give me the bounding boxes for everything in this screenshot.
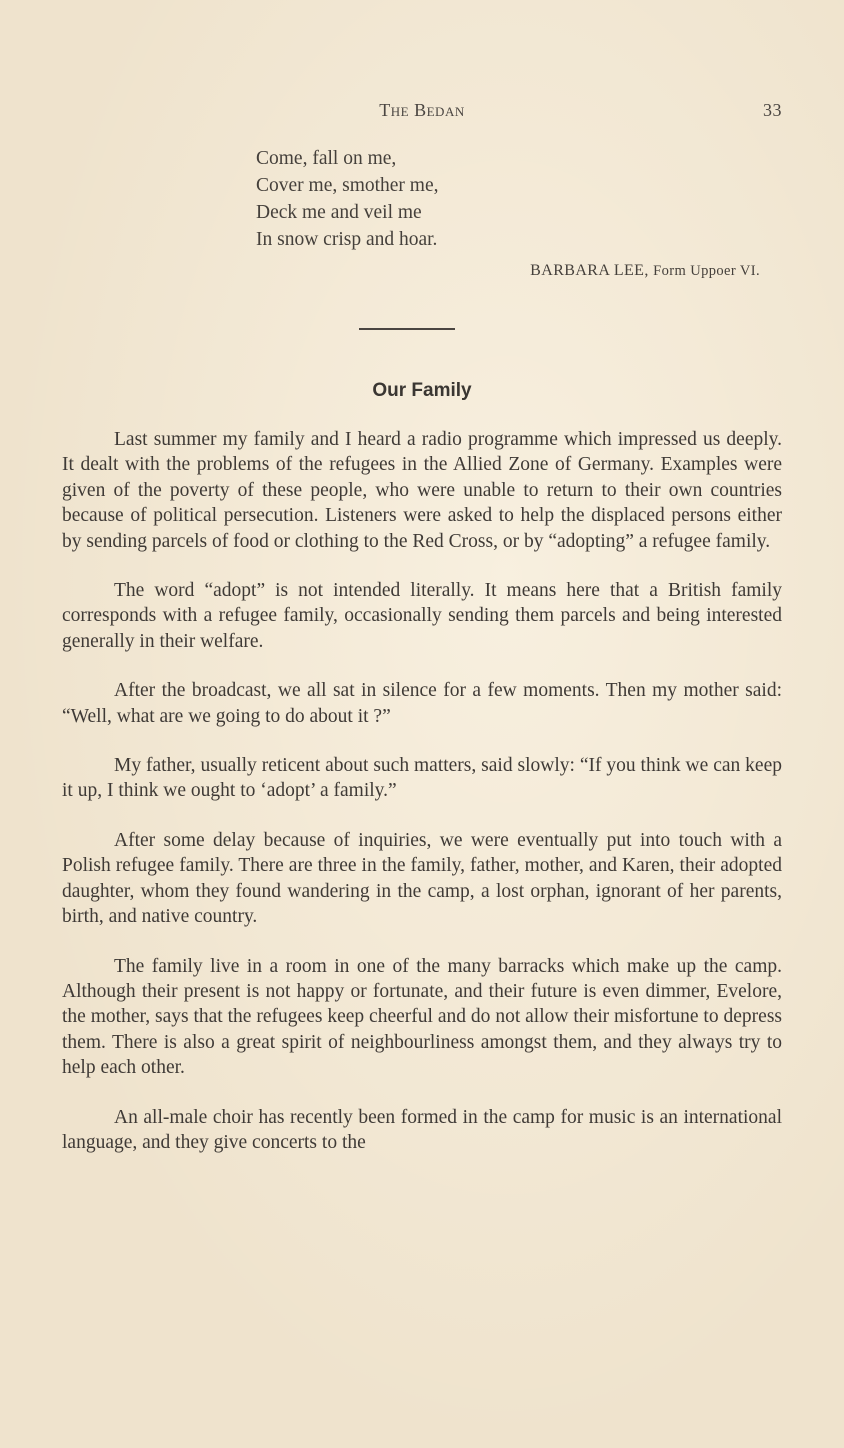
poem-line: Cover me, smother me, <box>256 175 439 196</box>
paragraph: The word “adopt” is not intended literally. It means here that a British family corresponds with a refugee family, occasionally sending them parcels and being interested generally in their welfare. <box>62 580 782 652</box>
article-title: Our Family <box>372 380 472 401</box>
section-divider <box>359 328 455 330</box>
poem-author: BARBARA LEE, <box>530 262 649 279</box>
article-body <box>62 427 782 1179</box>
paragraph: Last summer my family and I heard a radio programme which impressed us deeply. It dealt with the problems of the refugees in the Allied Zone of Germany. Examples were given of the poverty of these people, who were unable to return to their own countries because of political persecution. Listeners were asked to help the displaced persons either by sending parcels of food or clothing to the Red Cross, or by “adopting” a refugee family. <box>62 429 782 552</box>
paragraph: My father, usually reticent about such matters, said slowly: “If you think we can keep it up, I think we ought to ‘adopt’ a family.” <box>62 755 782 802</box>
poem-author-form: Form Uppoer VI. <box>653 263 760 279</box>
paragraph: An all-male choir has recently been formed in the camp for music is an international language, and they give concerts to the <box>62 1106 782 1153</box>
page-number: 33 <box>763 100 782 120</box>
running-title: The Bedan <box>379 100 465 120</box>
paragraph: After some delay because of inquiries, we were eventually put into touch with a Polish refugee family. There are three in the family, father, mother, and Karen, their adopted daughter, whom they found wandering in the camp, a lost orphan, ignorant of her parents, birth, and native country. <box>62 829 782 928</box>
poem <box>256 145 439 253</box>
poem-line: Deck me and veil me <box>256 202 422 223</box>
paragraph: After the broadcast, we all sat in silence for a few moments. Then my mother said: “Well, what are we going to do about it ?” <box>62 680 782 727</box>
poem-signature <box>530 262 760 280</box>
paragraph: The family live in a room in one of the many barracks which make up the camp. Although their present is not happy or fortunate, and their future is even dimmer, Evelore, the mother, says that the refugees keep cheerful and do not allow their misfortune to depress them. There is also a great spirit of neighbourliness amongst them, and they always try to help each other. <box>62 955 782 1079</box>
poem-line: Come, fall on me, <box>256 148 397 169</box>
page-header <box>62 100 782 126</box>
poem-line: In snow crisp and hoar. <box>256 229 438 250</box>
